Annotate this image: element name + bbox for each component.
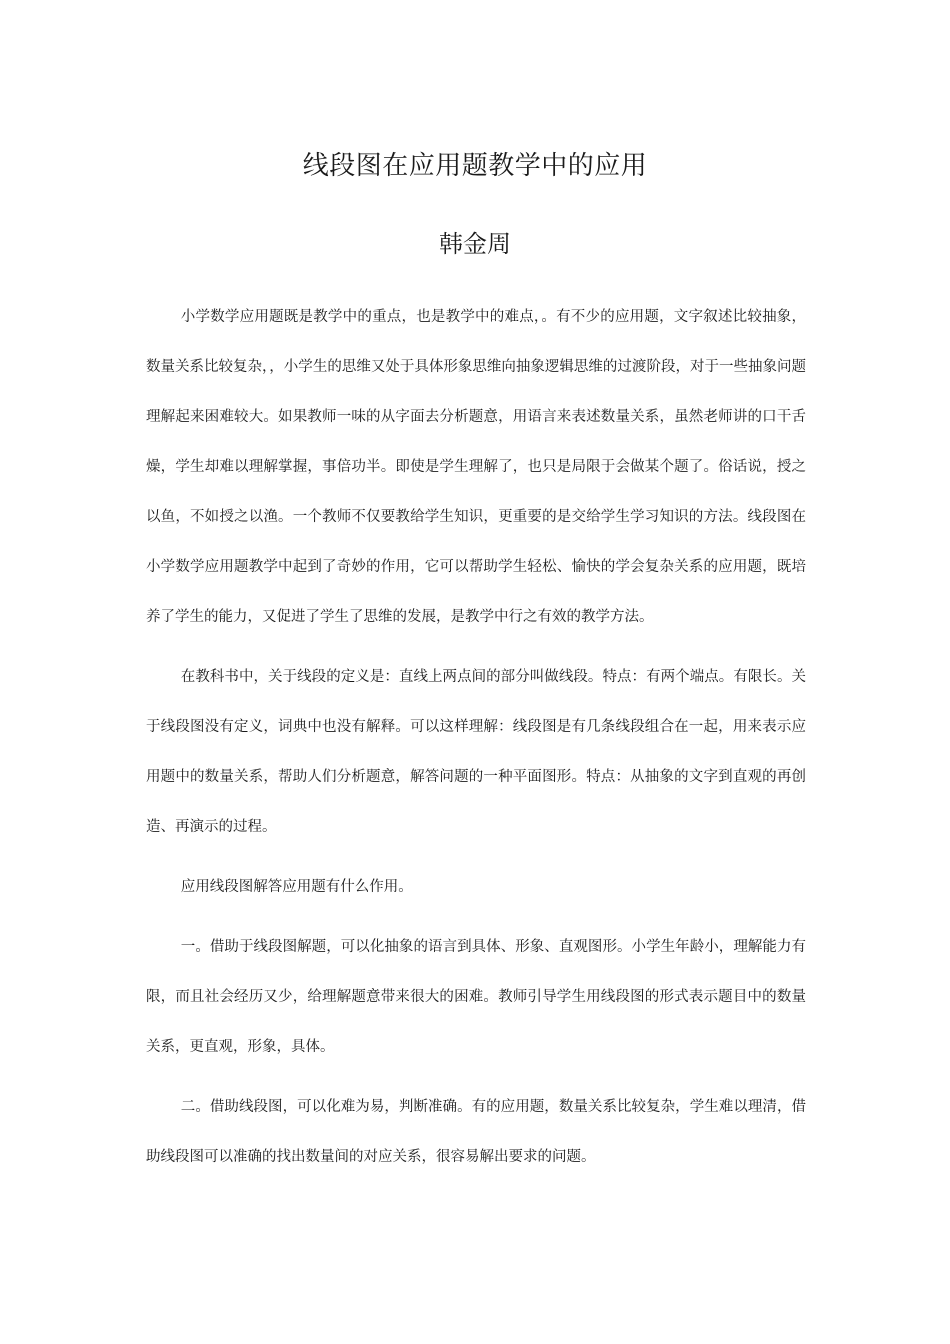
document-title: 线段图在应用题教学中的应用 [302,151,648,181]
document-author: 韩金周 [439,230,511,258]
paragraph-intro: 小学数学应用题既是教学中的重点，也是教学中的难点，。有不少的应用题，文字叙述比较抽象，数量关系比较复杂，，小学生的思维又处于具体形象思维向抽象逻辑思维的过渡阶段，对于一些抽象问题理解起来困难较大。如果教师一味的从字面去分析题意，用语言来表述数量关系，虽然老师讲的口干舌燥，学生却难以理解掌握，事倍功半。即使是学生理解了，也只是局限于会做某个题了。俗话说，授之以鱼，不如授之以渔。一个教师不仅要教给学生知识，更重要的是交给学生学习知识的方法。线段图在小学数学应用题教学中起到了奇妙的作用，它可以帮助学生轻松、愉快的学会复杂关系的应用题，既培养了学生的能力，又促进了学生了思维的发展，是教学中行之有效的教学方法。 [146,309,806,625]
paragraph-point-two: 二。借助线段图，可以化难为易，判断准确。有的应用题，数量关系比较复杂，学生难以理清，借助线段图可以准确的找出数量间的对应关系，很容易解出要求的问题。 [146,1099,806,1165]
document-body [146,292,806,1192]
paragraph-point-one: 一。借助于线段图解题，可以化抽象的语言到具体、形象、直观图形。小学生年龄小，理解能力有限，而且社会经历又少，给理解题意带来很大的困难。教师引导学生用线段图的形式表示题目中的数量关系，更直观，形象，具体。 [146,939,806,1055]
paragraph-question: 应用线段图解答应用题有什么作用。 [180,879,413,895]
paragraph-definition: 在教科书中，关于线段的定义是：直线上两点间的部分叫做线段。特点：有两个端点。有限长。关于线段图没有定义，词典中也没有解释。可以这样理解：线段图是有几条线段组合在一起，用来表示应用题中的数量关系，帮助人们分析题意，解答问题的一种平面图形。特点：从抽象的文字到直观的再创造、再演示的过程。 [146,669,806,835]
